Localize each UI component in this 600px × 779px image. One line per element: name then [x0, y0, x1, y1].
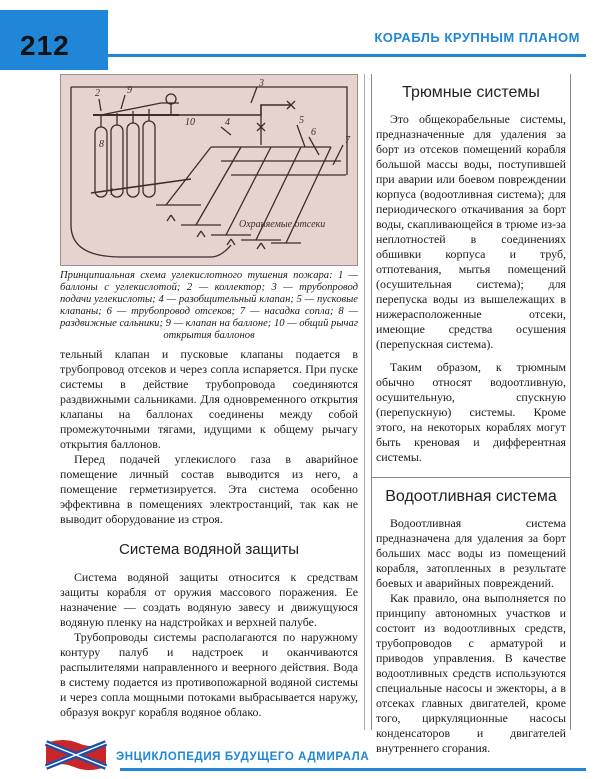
heading-bilge-systems: Трюмные системы [402, 84, 540, 101]
hull-outline [71, 87, 347, 175]
naval-flag-icon [44, 737, 108, 773]
left-paragraph-4: Трубопроводы системы располагаются по наружному контуру палуб и надстроек и оканчиваются распылителями направленного и веерного действия. Вода в систему подается из противопожарной водяной системы и через сопла мощными потоками выбрасывается наружу, образуя вокруг корабля водяное облако. [60, 630, 358, 719]
right-paragraph-3: Водоотливная система предназначена для удаления за борт больших масс воды из помещений корабля, затопленных в результате боевых и аварийных повреждений. [376, 516, 566, 590]
heading-water-protection: Система водяной защиты [118, 541, 300, 558]
page-number: 212 [20, 30, 70, 61]
label-10: 10 [185, 117, 195, 128]
column-divider [364, 74, 365, 730]
page-header [0, 0, 600, 70]
supply-pipe [179, 105, 291, 115]
label-7: 7 [345, 135, 350, 146]
right-paragraph-4: Как правило, она выполняется по принципу автономных участков и состоит из водоотливных средств, трубопроводов с арматурой и приводов управления. В качестве водоотливных средств используются специальные насосы и эжекторы, а в отсеках главных двигателей, кроме того, циркуляционные насосы конденсаторов и двигателей внутреннего сгорания. [376, 591, 566, 755]
right-paragraph-2: Таким образом, к трюмным обычно относят водоотливную, осушительную, спускную (перепускную) системы. Кроме этого, на некоторых кораблях могут быть креновая и дифферентная системы. [376, 360, 566, 464]
left-column [60, 74, 358, 720]
page-footer [0, 733, 600, 779]
footer-rule [120, 768, 586, 771]
label-5: 5 [299, 115, 304, 126]
footer-title: ЭНЦИКЛОПЕДИЯ БУДУЩЕГО АДМИРАЛА [116, 751, 370, 763]
right-paragraph-1: Это общекорабельные системы, предназначенные для удаления за борт из отсеков помещений корабля большой массы воды, поступившей при аварии или боевом повреждении корпуса (водоотливная система); для периодического откачивания за борт воды, скапливающейся в трюме из-за неплотностей в соединениях обшивки корпуса и труб, отпотевания, мытья помещений (осушительная система); для перепуска воды из вышележащих в нижерасположенные отсеки, имеющие средства осушения (перепускная система). [376, 112, 566, 351]
label-4: 4 [225, 117, 230, 128]
diagram-drawing [61, 75, 357, 265]
label-6: 6 [311, 127, 316, 138]
drainage-section [372, 477, 570, 756]
label-2: 2 [95, 88, 100, 99]
left-paragraph-3: Система водяной защиты относится к средствам защиты корабля от оружия массового поражения. Ее назначение — создать водяную завесу и движущуюся водяную пленку на надстройках и верхней палубе. [60, 570, 358, 629]
header-rule [108, 54, 586, 57]
heading-drainage-system: Водоотливная система [385, 488, 557, 505]
left-paragraph-2: Перед подачей углекислого газа в аварийное помещение личный состав выводится из него, а помещение герметизируется. Эта система особенно эффективна в помещениях электростанций, так как не выводит оборудование из строя. [60, 452, 358, 526]
co2-system-diagram [60, 74, 358, 266]
label-9: 9 [127, 85, 132, 96]
section-title: КОРАБЛЬ КРУПНЫМ ПЛАНОМ [374, 30, 580, 45]
figure-caption: Принципиальная схема углекислотного тушения пожара: 1 — баллоны с углекислотой; 2 — коллектор; 3 — трубопровод подачи углекислоты; 4 — разобщительный клапан; 5 — пусковые клапаны; 6 — трубопровод отсеков; 7 — насадка сопла; 8 — раздвижные сальники; 9 — клапан на баллоне; 10 — общий рычаг открытия баллонов [60, 270, 358, 341]
label-3: 3 [259, 78, 264, 89]
common-lever [91, 179, 191, 193]
label-1: 1 [109, 187, 114, 198]
left-paragraph-1: тельный клапан и пусковые клапаны подается в трубопровод отсеков и через сопла испаряется. При пуске системы в действие трубопровода соединяются раздвижными сальниками. Для одновременного открытия клапаны на баллонах соединены между собой промежуточными тягами, идущими к общему рычагу открытия баллонов. [60, 347, 358, 451]
compartment-label: Охраняемые отсеки [239, 219, 326, 230]
label-8: 8 [99, 139, 104, 150]
cylinder-1 [95, 127, 107, 197]
right-column [371, 74, 571, 755]
